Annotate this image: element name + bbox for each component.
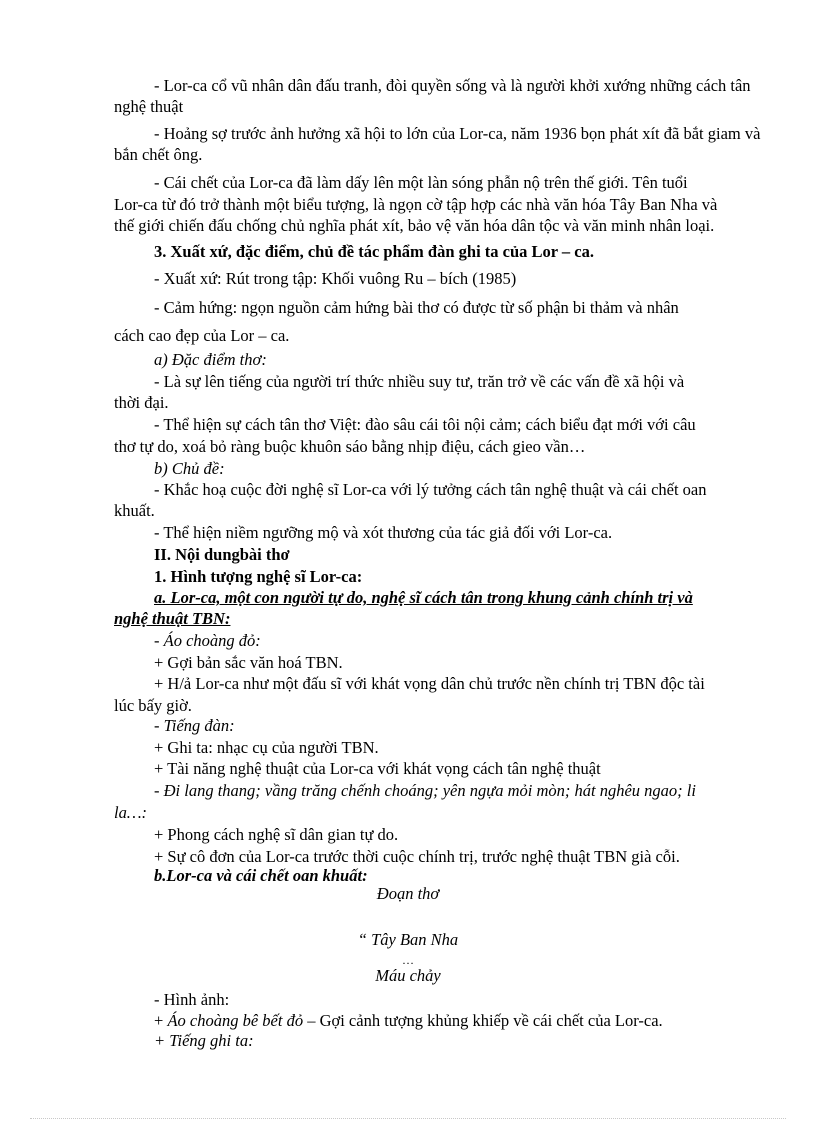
subheading: b) Chủ đề:	[154, 459, 225, 478]
paragraph-line: - Lor-ca cổ vũ nhân dân đấu tranh, đòi quyền sống và là người khởi xướng những cách tân	[154, 76, 751, 95]
section-heading: 1. Hình tượng nghệ sĩ Lor-ca:	[154, 567, 363, 586]
paragraph-line: - Hình ảnh:	[154, 990, 230, 1009]
paragraph-line: + Ghi ta: nhạc cụ của người TBN.	[154, 738, 379, 757]
paragraph-line: - Xuất xứ: Rút trong tập: Khối vuông Ru – bích (1985)	[154, 269, 517, 288]
paragraph-line: thế giới chiến đấu chống chủ nghĩa phát xít, bảo vệ văn hóa dân tộc và văn minh nhân loại.	[114, 216, 715, 235]
poem-ellipsis: …	[402, 953, 414, 967]
paragraph-line: - Thể hiện niềm ngưỡng mộ và xót thương của tác giả đối với Lor-ca.	[154, 523, 613, 542]
subheading: + Tiếng ghi ta:	[154, 1031, 254, 1050]
paragraph-line: - Cảm hứng: ngọn nguồn cảm hứng bài thơ có được từ số phận bi thảm và nhân	[154, 298, 679, 317]
paragraph-line: thơ tự do, xoá bỏ ràng buộc khuôn sáo bằng nhịp điệu, cách gieo vần…	[114, 437, 586, 456]
section-heading: 3. Xuất xứ, đặc điểm, chủ đề tác phẩm đàn ghi ta của Lor – ca.	[154, 242, 594, 261]
poem-label: Đoạn thơ	[376, 884, 440, 903]
paragraph-line: - Thể hiện sự cách tân thơ Việt: đào sâu cái tôi nội cảm; cách biểu đạt mới với câu	[154, 415, 696, 434]
paragraph-line: + Phong cách nghệ sĩ dân gian tự do.	[154, 825, 399, 844]
paragraph-line: + H/ả Lor-ca như một đấu sĩ với khát vọng dân chủ trước nền chính trị TBN độc tài	[154, 674, 705, 693]
paragraph-line	[154, 1011, 663, 1031]
poem-line: Máu chảy	[375, 966, 441, 985]
paragraph-line: - Cái chết của Lor-ca đã làm dấy lên một làn sóng phẫn nộ trên thế giới. Tên tuổi	[154, 173, 688, 192]
paragraph-line: + Gợi bản sắc văn hoá TBN.	[154, 653, 343, 672]
explanation-text: – Gợi cảnh tượng khủng khiếp về cái chết của Lor-ca.	[303, 1011, 663, 1030]
subsection-heading: nghệ thuật TBN:	[114, 609, 231, 628]
bullet-prefix: +	[154, 1011, 168, 1030]
paragraph-line: lúc bấy giờ.	[114, 696, 192, 715]
paragraph-line: bắn chết ông.	[114, 145, 203, 164]
paragraph-line: + Sự cô đơn của Lor-ca trước thời cuộc chính trị, trước nghệ thuật TBN già cỗi.	[154, 847, 680, 866]
paragraph-line: - Hoảng sợ trước ảnh hưởng xã hội to lớn của Lor-ca, năm 1936 bọn phát xít đã bắt giam và	[154, 124, 761, 143]
paragraph-line: thời đại.	[114, 393, 169, 412]
paragraph-line: - Khắc hoạ cuộc đời nghệ sĩ Lor-ca với lý tưởng cách tân nghệ thuật và cái chết oan	[154, 480, 707, 499]
subheading: - Áo choàng đỏ:	[154, 631, 261, 650]
subsection-heading: a. Lor-ca, một con người tự do, nghệ sĩ cách tân trong khung cảnh chính trị và	[154, 588, 693, 607]
paragraph-line: khuất.	[114, 501, 155, 520]
subheading: - Tiếng đàn:	[154, 716, 235, 735]
subheading: la…:	[114, 803, 147, 822]
emphasis-phrase: Áo choàng bê bết đỏ	[167, 1011, 304, 1030]
subsection-heading: b.Lor-ca và cái chết oan khuất:	[154, 866, 368, 885]
paragraph-line: Lor-ca từ đó trở thành một biểu tượng, là ngọn cờ tập hợp các nhà văn hóa Tây Ban Nha và	[114, 195, 718, 214]
paragraph-line: nghệ thuật	[114, 97, 184, 116]
page-bottom-rule	[30, 1118, 786, 1119]
section-heading: II. Nội dungbài thơ	[154, 545, 290, 564]
subheading: a) Đặc điểm thơ:	[154, 350, 267, 369]
paragraph-line: + Tài năng nghệ thuật của Lor-ca với khát vọng cách tân nghệ thuật	[154, 759, 601, 778]
paragraph-line: cách cao đẹp của Lor – ca.	[114, 326, 290, 345]
paragraph-line: - Là sự lên tiếng của người trí thức nhiều suy tư, trăn trở về các vấn đề xã hội và	[154, 372, 685, 391]
poem-line: “ Tây Ban Nha	[357, 930, 459, 949]
subheading: - Đi lang thang; vầng trăng chếnh choáng; yên ngựa mỏi mòn; hát nghêu ngao; li	[154, 781, 696, 800]
